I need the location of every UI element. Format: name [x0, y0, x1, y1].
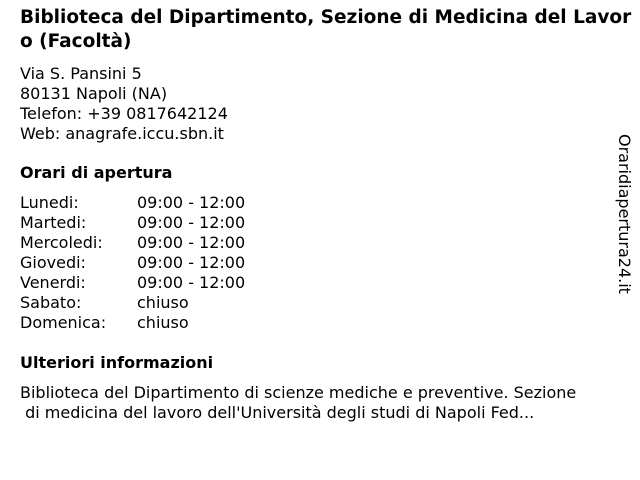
day-label: Martedi:: [20, 213, 87, 232]
day-label: Venerdi:: [20, 273, 86, 292]
contact-block: [20, 64, 228, 144]
day-label: Giovedi:: [20, 253, 86, 272]
day-hours: 09:00 - 12:00: [137, 253, 246, 272]
opening-hours-heading: Orari di apertura: [20, 163, 173, 182]
day-hours: 09:00 - 12:00: [137, 273, 246, 292]
day-label: Lunedi:: [20, 193, 79, 212]
description-text: [20, 383, 610, 423]
day-hours: chiuso: [137, 313, 189, 332]
day-label: Mercoledi:: [20, 233, 103, 252]
day-hours: 09:00 - 12:00: [137, 213, 246, 232]
day-hours: 09:00 - 12:00: [137, 193, 246, 212]
phone-number: Telefon: +39 0817642124: [20, 104, 228, 123]
description-line: di medicina del lavoro dell'Università degli studi di Napoli Fed...: [20, 403, 535, 422]
address-street: Via S. Pansini 5: [20, 64, 142, 83]
website: Web: anagrafe.iccu.sbn.it: [20, 124, 224, 143]
site-watermark: Oraridiapertura24.it: [615, 134, 634, 294]
day-label: Sabato:: [20, 293, 82, 312]
further-info-heading: Ulteriori informazioni: [20, 353, 214, 372]
description-line: Biblioteca del Dipartimento di scienze mediche e preventive. Sezione: [20, 383, 577, 402]
day-label: Domenica:: [20, 313, 107, 332]
library-title: Biblioteca del Dipartimento, Sezione di Medicina del Lavoro (Facoltà): [20, 7, 632, 52]
day-hours: chiuso: [137, 293, 189, 312]
day-hours: 09:00 - 12:00: [137, 233, 246, 252]
address-city: 80131 Napoli (NA): [20, 84, 168, 103]
